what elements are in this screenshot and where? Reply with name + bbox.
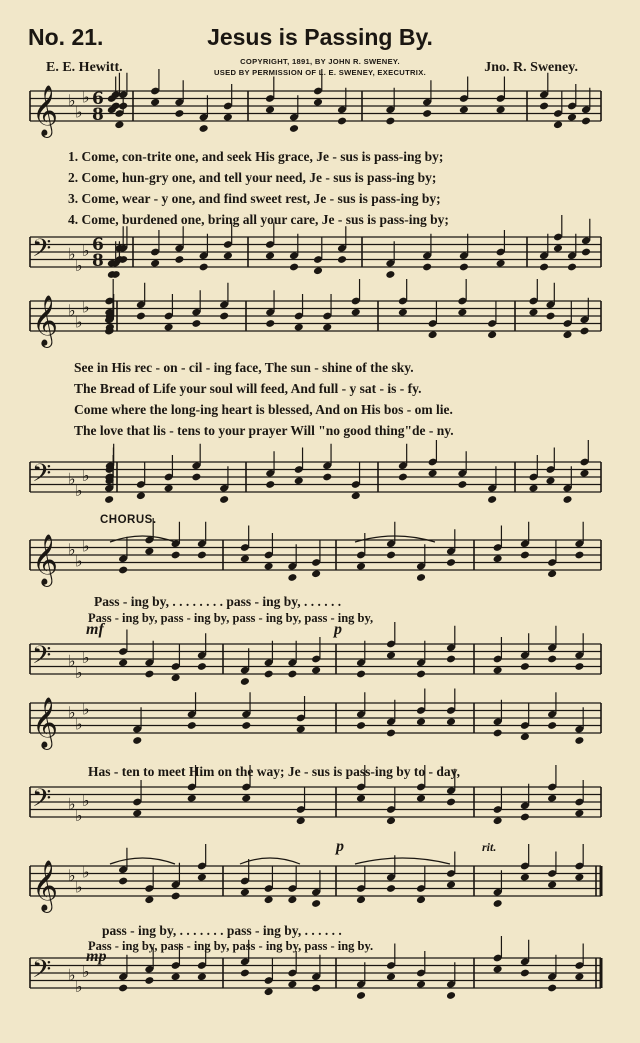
notehead	[457, 308, 467, 317]
notehead	[398, 473, 408, 482]
notehead	[428, 469, 438, 478]
notehead	[416, 717, 426, 726]
notehead	[493, 554, 503, 563]
notehead	[520, 873, 530, 882]
notehead	[287, 895, 297, 904]
notehead	[520, 732, 530, 741]
notehead	[311, 666, 321, 675]
notehead	[144, 976, 154, 985]
treble-clef-icon: 𝄞	[32, 860, 59, 911]
notehead	[579, 469, 589, 478]
notehead	[520, 969, 530, 978]
flat-icon: ♭	[75, 480, 83, 500]
notehead	[164, 323, 174, 332]
notehead	[150, 259, 160, 268]
notehead	[496, 259, 506, 268]
bass-clef-icon: 𝄢	[32, 234, 52, 269]
notehead	[416, 895, 426, 904]
notehead	[386, 551, 396, 560]
notehead	[547, 655, 557, 664]
dynamic-mf: mf	[86, 621, 104, 638]
slur	[110, 536, 175, 542]
notehead	[322, 323, 332, 332]
notehead	[539, 263, 549, 272]
notehead	[191, 473, 201, 482]
notehead	[132, 809, 142, 818]
bass-clef-icon: 𝄢	[32, 641, 52, 676]
chorus-line1-upper: Pass - ing by, . . . . . . . . pass - ing by, . . . . . .	[94, 594, 342, 609]
notehead	[187, 794, 197, 803]
notehead	[311, 984, 321, 993]
treble-clef-icon: 𝄞	[32, 534, 59, 585]
treble-clef-icon: 𝄞	[32, 295, 59, 346]
flat-icon: ♭	[68, 244, 76, 264]
notehead	[322, 473, 332, 482]
notehead	[240, 554, 250, 563]
notehead	[164, 484, 174, 493]
notehead	[118, 877, 128, 886]
notehead	[579, 327, 589, 336]
flat-icon: ♭	[82, 961, 90, 981]
treble-clef-icon: 𝄞	[32, 85, 59, 136]
flat-icon: ♭	[68, 703, 76, 722]
time-signature-top: 6	[92, 235, 104, 255]
flat-icon: ♭	[82, 465, 90, 485]
notehead	[289, 263, 299, 272]
notehead	[493, 666, 503, 675]
notehead	[386, 729, 396, 738]
notehead	[356, 670, 366, 679]
notehead	[581, 117, 591, 126]
notehead	[187, 721, 197, 730]
notehead	[574, 873, 584, 882]
notehead	[150, 98, 160, 107]
verse-line-2: The Bread of Life your soul will feed, And full - y sat - is - fy.	[74, 381, 422, 396]
notehead	[351, 491, 361, 500]
system2-verses	[74, 357, 454, 441]
flat-icon: ♭	[82, 647, 90, 667]
notehead	[199, 263, 209, 272]
notehead	[296, 725, 306, 734]
notehead	[567, 263, 577, 272]
flat-icon: ♭	[82, 240, 90, 260]
notehead	[398, 308, 408, 317]
notehead	[520, 813, 530, 822]
hymn-number: No. 21.	[28, 24, 104, 50]
flat-icon: ♭	[82, 297, 90, 317]
notehead	[294, 476, 304, 485]
notehead	[459, 263, 469, 272]
flat-icon: ♭	[75, 877, 83, 897]
notehead	[144, 670, 154, 679]
notehead	[118, 658, 128, 667]
notehead	[386, 651, 396, 660]
notehead	[114, 120, 124, 129]
notehead	[356, 721, 366, 730]
flat-icon: ♭	[75, 662, 83, 682]
hymn-author: E. E. Hewitt.	[46, 60, 123, 75]
notehead	[528, 308, 538, 317]
verse-line-1: See in His rec - on - cil - ing face, The sun - shine of the sky.	[74, 360, 414, 375]
notehead	[223, 113, 233, 122]
notehead	[446, 798, 456, 807]
notehead	[416, 670, 426, 679]
notehead	[136, 312, 146, 321]
notehead	[545, 312, 555, 321]
notehead	[547, 880, 557, 889]
notehead	[356, 991, 366, 1000]
verse-line-3: 3. Come, wear - y one, and find sweet rest, Je - sus is pass-ing by;	[68, 191, 441, 206]
notehead	[356, 895, 366, 904]
notehead	[493, 729, 503, 738]
notehead	[487, 330, 497, 339]
notehead	[574, 809, 584, 818]
bass-clef-icon: 𝄢	[32, 459, 52, 494]
notehead	[386, 816, 396, 825]
flat-icon: ♭	[68, 540, 76, 559]
notehead	[241, 721, 251, 730]
notehead	[132, 736, 142, 745]
notehead	[567, 113, 577, 122]
notehead	[240, 969, 250, 978]
flat-icon: ♭	[82, 790, 90, 810]
notehead	[144, 547, 154, 556]
system1-verses	[68, 146, 449, 230]
notehead	[174, 109, 184, 118]
flat-icon: ♭	[82, 536, 90, 556]
notehead	[416, 794, 426, 803]
notehead	[385, 117, 395, 126]
notehead	[547, 721, 557, 730]
dynamic-p: p	[334, 621, 342, 638]
time-signature-bottom: 8	[92, 105, 104, 125]
notehead	[574, 736, 584, 745]
notehead	[118, 984, 128, 993]
notehead	[265, 319, 275, 328]
notehead	[311, 569, 321, 578]
notehead	[422, 263, 432, 272]
flat-icon: ♭	[75, 312, 83, 332]
notehead	[356, 562, 366, 571]
notehead	[520, 551, 530, 560]
notehead	[264, 987, 274, 996]
notehead	[171, 673, 181, 682]
notehead	[351, 308, 361, 317]
flat-icon: ♭	[68, 651, 76, 671]
notehead	[191, 319, 201, 328]
notehead	[174, 255, 184, 264]
notehead	[296, 816, 306, 825]
notehead	[337, 255, 347, 264]
notehead	[171, 892, 181, 901]
notehead	[386, 884, 396, 893]
ritardando-mark: rit.	[482, 840, 497, 854]
hymn-composer: Jno. R. Sweney.	[484, 60, 578, 75]
notehead	[241, 794, 251, 803]
copyright-line-1: COPYRIGHT, 1891, BY JOHN R. SWENEY.	[240, 57, 400, 66]
flat-icon: ♭	[68, 794, 76, 814]
notehead	[289, 124, 299, 133]
notehead	[487, 495, 497, 504]
flat-icon: ♭	[82, 87, 90, 107]
time-signature-bottom: 8	[92, 251, 104, 271]
notehead	[311, 899, 321, 908]
notehead	[553, 120, 563, 129]
chorus-label: CHORUS.	[100, 514, 157, 526]
notehead	[446, 558, 456, 567]
bass-clef-icon: 𝄢	[32, 784, 52, 819]
flat-icon: ♭	[68, 301, 76, 320]
notehead	[545, 476, 555, 485]
notehead	[562, 495, 572, 504]
notehead	[356, 794, 366, 803]
chorus-line1-lower: Pass - ing by, pass - ing by, pass - ing by, pass - ing by,	[88, 611, 374, 625]
notehead	[197, 873, 207, 882]
notehead	[547, 984, 557, 993]
notehead	[574, 551, 584, 560]
flat-icon: ♭	[68, 469, 76, 489]
notehead	[313, 266, 323, 275]
notehead	[416, 980, 426, 989]
notehead	[294, 323, 304, 332]
notehead	[386, 972, 396, 981]
notehead	[547, 569, 557, 578]
slur	[110, 858, 175, 864]
notehead	[104, 495, 114, 504]
flat-icon: ♭	[75, 714, 83, 734]
notehead	[199, 124, 209, 133]
notehead	[287, 670, 297, 679]
notehead	[223, 251, 233, 260]
notehead	[118, 566, 128, 575]
notehead	[240, 888, 250, 897]
dynamic-mp: mp	[86, 948, 107, 965]
notehead	[493, 899, 503, 908]
notehead	[581, 248, 591, 257]
bass-clef-icon: 𝄢	[32, 955, 52, 990]
notehead	[574, 972, 584, 981]
notehead	[118, 102, 128, 111]
flat-icon: ♭	[68, 91, 76, 110]
notehead	[416, 573, 426, 582]
flat-icon: ♭	[68, 965, 76, 985]
notehead	[144, 895, 154, 904]
notehead	[574, 662, 584, 671]
treble-clef-icon: 𝄞	[32, 697, 59, 748]
notehead	[428, 330, 438, 339]
notehead	[496, 105, 506, 114]
notehead	[264, 895, 274, 904]
notehead	[287, 980, 297, 989]
notehead	[337, 117, 347, 126]
notehead	[528, 484, 538, 493]
verse-line-4: The love that lis - tens to your prayer Will "no good thing"de - ny.	[74, 423, 454, 438]
notehead	[459, 105, 469, 114]
notehead	[240, 677, 250, 686]
notehead	[446, 880, 456, 889]
verse-line-1: 1. Come, con-trite one, and seek His grace, Je - sus is pass-ing by;	[68, 149, 444, 164]
notehead	[446, 717, 456, 726]
notehead	[219, 495, 229, 504]
notehead	[457, 480, 467, 489]
flat-icon: ♭	[82, 699, 90, 719]
notehead	[446, 991, 456, 1000]
flat-icon: ♭	[75, 551, 83, 571]
notehead	[197, 662, 207, 671]
notehead	[136, 491, 146, 500]
notehead	[265, 251, 275, 260]
chorus-line2: Has - ten to meet Him on the way; Je - sus is pass-ing by to - day,	[88, 764, 461, 779]
copyright-line-2: USED BY PERMISSION OF L. E. SWENEY, EXECUTRIX.	[214, 68, 426, 77]
notehead	[553, 244, 563, 253]
notehead	[197, 551, 207, 560]
flat-icon: ♭	[68, 866, 76, 885]
dynamic-p-2: p	[336, 838, 344, 855]
notehead	[313, 98, 323, 107]
notehead	[264, 670, 274, 679]
flat-icon: ♭	[75, 805, 83, 825]
slur	[355, 858, 450, 864]
notehead	[446, 655, 456, 664]
flat-icon: ♭	[75, 255, 83, 275]
chorus-line3-lower: Pass - ing by, pass - ing by, pass - ing by, pass - ing by.	[88, 939, 374, 953]
flat-icon: ♭	[75, 102, 83, 122]
flat-icon: ♭	[82, 862, 90, 882]
verse-line-2: 2. Come, hun-gry one, and tell your need, Je - sus is pass-ing by;	[68, 170, 437, 185]
notehead	[219, 312, 229, 321]
notehead	[171, 551, 181, 560]
flat-icon: ♭	[75, 976, 83, 996]
verse-line-4: 4. Come, burdened one, bring all your care, Je - sus is pass-ing by;	[68, 212, 449, 227]
notehead	[171, 972, 181, 981]
notehead	[265, 480, 275, 489]
hymn-title: Jesus is Passing By.	[207, 24, 433, 50]
time-signature-top: 6	[92, 89, 104, 109]
notehead	[287, 573, 297, 582]
notehead	[422, 109, 432, 118]
notehead	[493, 965, 503, 974]
notehead	[264, 562, 274, 571]
verse-line-3: Come where the long-ing heart is blessed, And on His bos - om lie.	[74, 402, 453, 417]
notehead	[385, 270, 395, 279]
notehead	[493, 816, 503, 825]
notehead	[197, 972, 207, 981]
notehead	[520, 662, 530, 671]
notehead	[539, 102, 549, 111]
notehead	[265, 105, 275, 114]
notehead	[547, 794, 557, 803]
notehead	[562, 330, 572, 339]
chorus-line3-upper: pass - ing by, . . . . . . . pass - ing by, . . . . . .	[102, 923, 342, 938]
